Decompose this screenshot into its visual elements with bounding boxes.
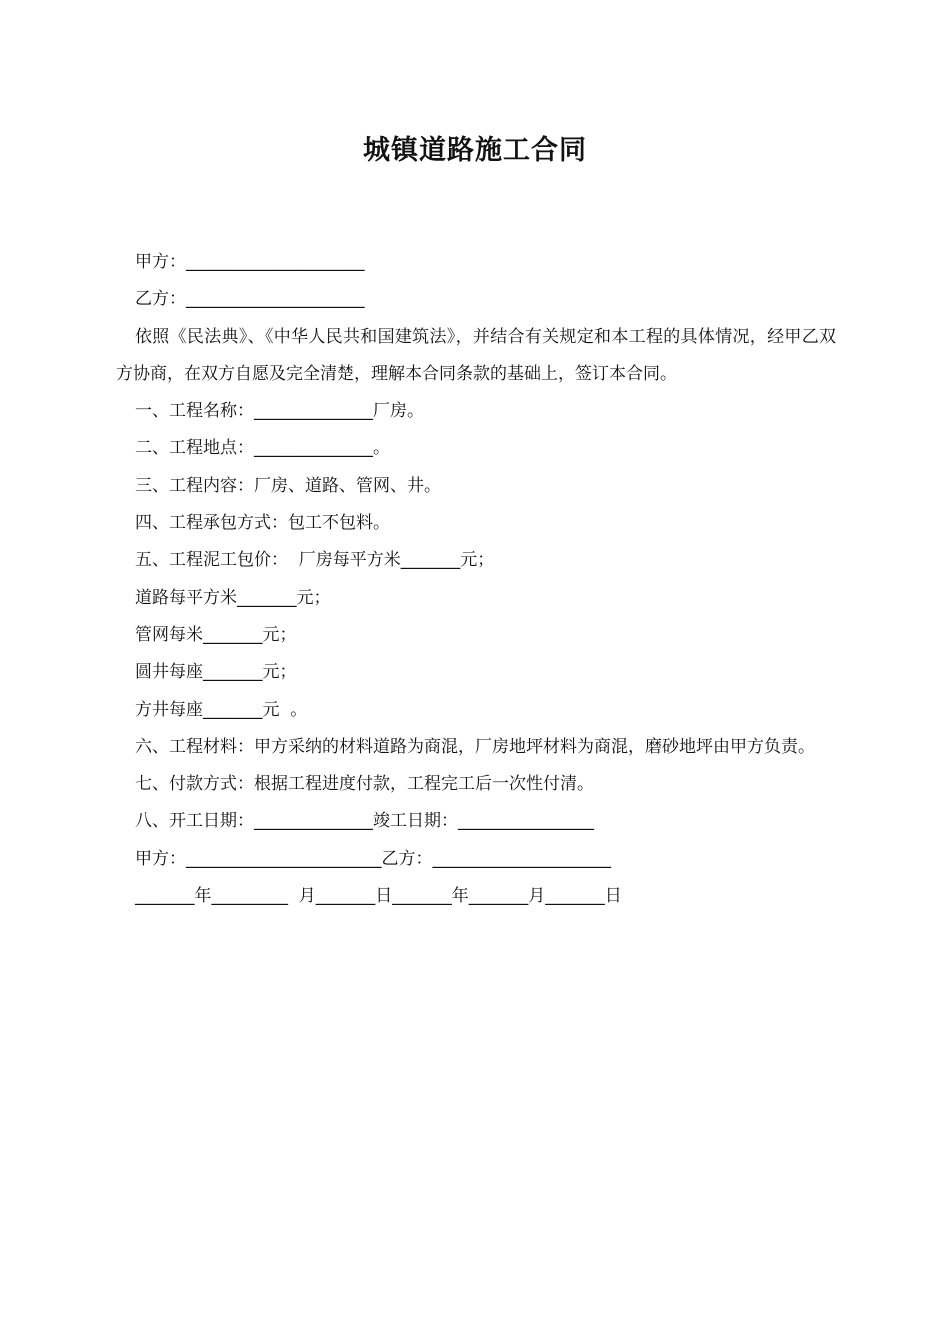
clause-8-dates: 八、开工日期：______________竣工日期：________________	[135, 811, 594, 832]
clause-1-project-name: 一、工程名称：______________厂房。	[135, 401, 424, 422]
pricing-road-line: 道路每平方米_______元；	[135, 587, 331, 608]
clause-3-project-content: 三、工程内容：厂房、道路、管网、井。	[135, 475, 441, 496]
clause-7-payment: 七、付款方式：根据工程进度付款，工程完工后一次性付清。	[135, 774, 594, 795]
party-b-line: 乙方：_____________________	[135, 289, 365, 310]
clause-4-contract-method: 四、工程承包方式：包工不包料。	[135, 513, 390, 534]
document-title: 城镇道路施工合同	[363, 135, 587, 166]
signature-line: 甲方：_______________________乙方：_____________________	[135, 848, 611, 869]
party-a-line: 甲方：_____________________	[135, 252, 365, 272]
clause-6-materials: 六、工程材料：甲方采纳的材料道路为商混，厂房地坪材料为商混，磨砂地坪由甲方负责。	[135, 736, 815, 757]
date-signature-line: _______年_________ 月_______日_______年_______月_______日	[135, 886, 622, 907]
clause-2-project-location: 二、工程地点：______________。	[135, 438, 390, 459]
document-body	[116, 244, 836, 915]
pricing-pipe-line: 管网每米_______元；	[135, 624, 297, 645]
clause-5-pricing: 五、工程泥工包价： 厂房每平方米_______元；	[135, 550, 495, 571]
intro-paragraph: 依照《民法典》、《中华人民共和国建筑法》，并结合有关规定和本工程的具体情况，经甲乙双方协商，在双方自愿及完全清楚，理解本合同条款的基础上，签订本合同。	[116, 326, 836, 384]
pricing-round-well-line: 圆井每座_______元；	[135, 662, 297, 683]
pricing-square-well-line: 方井每座_______元 。	[135, 699, 308, 720]
